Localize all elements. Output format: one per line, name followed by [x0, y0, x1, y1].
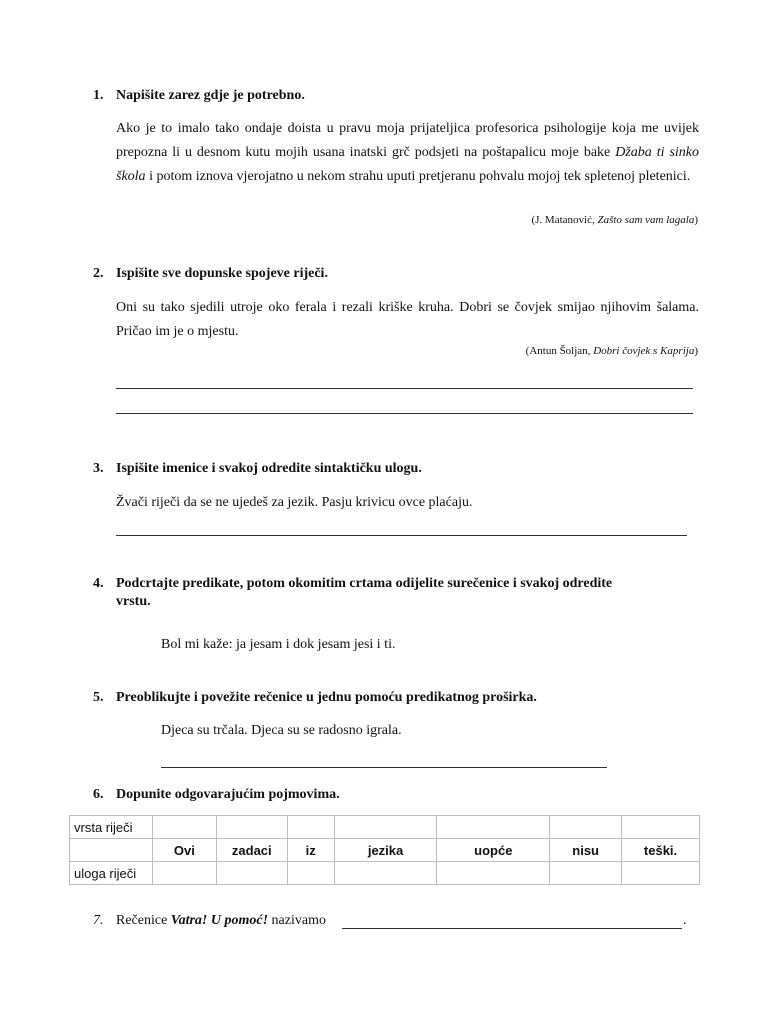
q1-source: (J. Matanović, Zašto sam vam lagala) [531, 214, 698, 226]
word-cell: uopće [437, 839, 550, 862]
q3-text: Žvači riječi da se ne ujedeš za jezik. Pasju krivicu ovce plaćaju. [116, 495, 473, 510]
table-row [70, 862, 700, 885]
word-cell: zadaci [216, 839, 287, 862]
q4-text: Bol mi kaže: ja jesam i dok jesam jesi i ti. [161, 637, 396, 652]
q5-number: 5. [93, 690, 104, 705]
answer-line[interactable] [116, 388, 693, 389]
q7-text: Rečenice Vatra! U pomoć! nazivamo [116, 913, 326, 928]
answer-line[interactable] [161, 767, 607, 768]
table-row [70, 839, 700, 862]
answer-cell[interactable] [550, 816, 622, 839]
word-cell: iz [287, 839, 334, 862]
q2-number: 2. [93, 266, 104, 281]
answer-cell[interactable] [152, 862, 216, 885]
row-label-word-type: vrsta riječi [70, 816, 153, 839]
word-cell: teški. [622, 839, 700, 862]
q7-number: 7. [93, 913, 104, 928]
q4-number: 4. [93, 576, 104, 591]
q7-end-mark: . [683, 913, 687, 928]
answer-line[interactable] [116, 413, 693, 414]
answer-cell[interactable] [334, 816, 437, 839]
q4-title-line2: vrstu. [116, 594, 151, 609]
answer-cell[interactable] [287, 862, 334, 885]
answer-cell[interactable] [287, 816, 334, 839]
q2-text: Oni su tako sjedili utroje oko ferala i rezali kriške kruha. Dobri se čovjek smijao njihovim šalama. Pričao im je o mjestu. [116, 300, 699, 339]
q1-number: 1. [93, 88, 104, 103]
row-label-word-role: uloga riječi [70, 862, 153, 885]
q2-title: Ispišite sve dopunske spojeve riječi. [116, 266, 328, 281]
q4-title-line1: Podcrtajte predikate, potom okomitim crtama odijelite surečenice i svakoj odredite [116, 576, 613, 591]
answer-cell[interactable] [152, 816, 216, 839]
empty-cell [70, 839, 153, 862]
answer-cell[interactable] [550, 862, 622, 885]
answer-line[interactable] [342, 928, 682, 929]
answer-cell[interactable] [622, 816, 700, 839]
q6-title: Dopunite odgovarajućim pojmovima. [116, 787, 340, 802]
q2-source: (Antun Šoljan, Dobri čovjek s Kaprija) [525, 345, 698, 357]
answer-cell[interactable] [216, 862, 287, 885]
word-cell: Ovi [152, 839, 216, 862]
answer-cell[interactable] [622, 862, 700, 885]
q3-title: Ispišite imenice i svakoj odredite sintaktičku ulogu. [116, 461, 422, 476]
answer-cell[interactable] [437, 862, 550, 885]
answer-cell[interactable] [216, 816, 287, 839]
q6-number: 6. [93, 787, 104, 802]
q1-text: Ako je to imalo tako ondaje doista u pravu moja prijateljica profesorica psihologije koja me uvijek prepozna li u desnom kutu mojih usana inatski grč podsjeti na poštapalicu moje bake Džaba ti sinko škola i potom iznova vjerojatno u nekom strahu uputi pretjeranu pohvalu mojoj tek spletenoj pletenici. [116, 121, 699, 184]
word-analysis-table [69, 815, 700, 885]
answer-line[interactable] [116, 535, 687, 536]
answer-cell[interactable] [334, 862, 437, 885]
q5-title: Preoblikujte i povežite rečenice u jednu pomoću predikatnog proširka. [116, 690, 537, 705]
table-row [70, 816, 700, 839]
word-cell: jezika [334, 839, 437, 862]
answer-cell[interactable] [437, 816, 550, 839]
q1-title: Napišite zarez gdje je potrebno. [116, 88, 305, 103]
q3-number: 3. [93, 461, 104, 476]
word-cell: nisu [550, 839, 622, 862]
q5-text: Djeca su trčala. Djeca su se radosno igrala. [161, 723, 402, 738]
